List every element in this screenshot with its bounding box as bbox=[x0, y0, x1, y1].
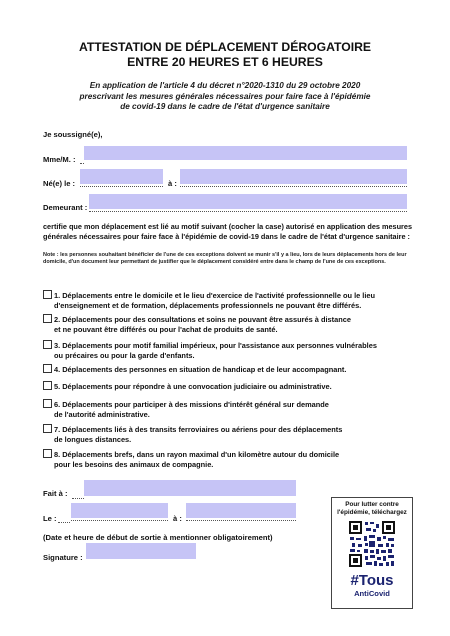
motif-5-line-1: 5. Déplacements pour répondre à une convocation judiciaire ou administrative. bbox=[54, 382, 332, 391]
time-input-dots bbox=[186, 520, 296, 521]
name-input[interactable] bbox=[84, 146, 407, 160]
qr-code-icon bbox=[348, 520, 396, 568]
motif-7-line-1: 7. Déplacements liés à des transits ferroviaires ou aériens pour des déplacements bbox=[54, 425, 343, 434]
form-title-line-2: ENTRE 20 HEURES ET 6 HEURES bbox=[127, 55, 323, 69]
tous-text: #Tous bbox=[350, 572, 394, 589]
motif-2-line-2: et ne pouvant être différés ou pour l'achat de produits de santé. bbox=[54, 324, 278, 334]
time-input[interactable] bbox=[186, 503, 296, 518]
birthplace-input[interactable] bbox=[180, 169, 407, 184]
motif-1 bbox=[43, 290, 413, 311]
birthdate-input[interactable] bbox=[80, 169, 163, 184]
motif-1-checkbox[interactable] bbox=[43, 290, 52, 299]
date-input-dots bbox=[71, 520, 168, 521]
motif-1-line-1: 1. Déplacements entre le domicile et le lieu d'exercice de l'activité professionnelle ou le lieu bbox=[54, 291, 376, 300]
motif-8 bbox=[43, 449, 413, 470]
motif-8-line-2: pour les besoins des animaux de compagnie. bbox=[54, 459, 214, 469]
intro-line-3: de covid-19 dans le cadre de l'état d'urgence sanitaire bbox=[120, 102, 330, 111]
name-label: Mme/M. : bbox=[43, 155, 76, 164]
form-title-line-1: ATTESTATION DE DÉPLACEMENT DÉROGATOIRE bbox=[78, 40, 372, 54]
intro-line-1: En application de l'article 4 du décret n°2020-1310 du 29 octobre 2020 bbox=[89, 81, 361, 90]
motif-8-checkbox[interactable] bbox=[43, 449, 52, 458]
qr-caption-line-2: l'épidémie, téléchargez bbox=[337, 509, 407, 516]
intro-line-2: prescrivant les mesures générales nécessaires pour faire face à l'épidémie bbox=[79, 91, 371, 101]
birthplace-dots bbox=[180, 186, 407, 187]
motif-2-line-1: 2. Déplacements pour des consultations et soins ne pouvant être assurés à distance bbox=[54, 315, 351, 324]
motif-2-checkbox[interactable] bbox=[43, 314, 52, 323]
address-input[interactable] bbox=[89, 194, 407, 209]
time-label: à : bbox=[173, 514, 182, 523]
motif-2 bbox=[43, 314, 413, 335]
motif-7-checkbox[interactable] bbox=[43, 424, 52, 433]
fait-a-dots bbox=[72, 498, 84, 499]
date-time-note: (Date et heure de début de sortie à mentionner obligatoirement) bbox=[43, 533, 273, 542]
birthdate-dots bbox=[80, 186, 163, 187]
certify-text: certifie que mon déplacement est lié au motif suivant (cocher la case) autorisé en application des mesures générales nécessaires pour faire face à l'épidémie de covid-19 dans le cadre de l'état d'urgence sanitaire : bbox=[43, 222, 413, 241]
motif-7 bbox=[43, 424, 413, 445]
motif-6-checkbox[interactable] bbox=[43, 399, 52, 408]
motif-4-checkbox[interactable] bbox=[43, 364, 52, 373]
motif-8-line-1: 8. Déplacements brefs, dans un rayon maximal d'un kilomètre autour du domicile bbox=[54, 450, 340, 459]
motif-4-line-1: 4. Déplacements des personnes en situation de handicap et de leur accompagnant. bbox=[54, 365, 347, 374]
birthplace-label: à : bbox=[168, 179, 177, 188]
date-dots bbox=[58, 522, 70, 523]
motif-5-checkbox[interactable] bbox=[43, 381, 52, 390]
anticovid-text: AntiCovid bbox=[354, 589, 390, 598]
motif-3-line-2: ou précaires ou pour la garde d'enfants. bbox=[54, 350, 195, 360]
fait-a-label: Fait à : bbox=[43, 489, 68, 498]
address-label: Demeurant : bbox=[43, 203, 88, 212]
motif-3-checkbox[interactable] bbox=[43, 340, 52, 349]
motif-5 bbox=[43, 381, 413, 392]
name-dots bbox=[80, 163, 84, 164]
exceptions-note: Note : les personnes souhaitant bénéficier de l'une de ces exceptions doivent se munir s'il y a lieu, lors de leurs déplacements hors de leur domicile, d'un document leur permettant de justifier que le déplacement considéré entre dans le champ de l'une de ces exceptions. bbox=[43, 252, 407, 266]
motif-6-line-2: de l'autorité administrative. bbox=[54, 409, 150, 419]
motif-6 bbox=[43, 399, 413, 420]
motif-4 bbox=[43, 364, 413, 375]
soussigne-label: Je soussigné(e), bbox=[43, 130, 103, 139]
fait-a-input[interactable] bbox=[84, 480, 296, 496]
address-dots bbox=[89, 211, 407, 212]
qr-caption bbox=[332, 501, 412, 517]
motif-3-line-1: 3. Déplacements pour motif familial impérieux, pour l'assistance aux personnes vulnérables bbox=[54, 341, 377, 350]
signature-input[interactable] bbox=[86, 543, 196, 559]
signature-label: Signature : bbox=[43, 553, 83, 562]
motif-3 bbox=[43, 340, 413, 361]
motif-1-line-2: d'enseignement et de formation, déplacements professionnels ne pouvant être différés. bbox=[54, 300, 362, 310]
motif-7-line-2: de longues distances. bbox=[54, 434, 132, 444]
tousanticovid-box bbox=[331, 497, 413, 609]
motif-6-line-1: 6. Déplacements pour participer à des missions d'intérêt général sur demande bbox=[54, 400, 329, 409]
qr-caption-line-1: Pour lutter contre bbox=[345, 501, 399, 508]
date-input[interactable] bbox=[71, 503, 168, 518]
birthdate-label: Né(e) le : bbox=[43, 179, 76, 188]
date-label: Le : bbox=[43, 514, 57, 523]
